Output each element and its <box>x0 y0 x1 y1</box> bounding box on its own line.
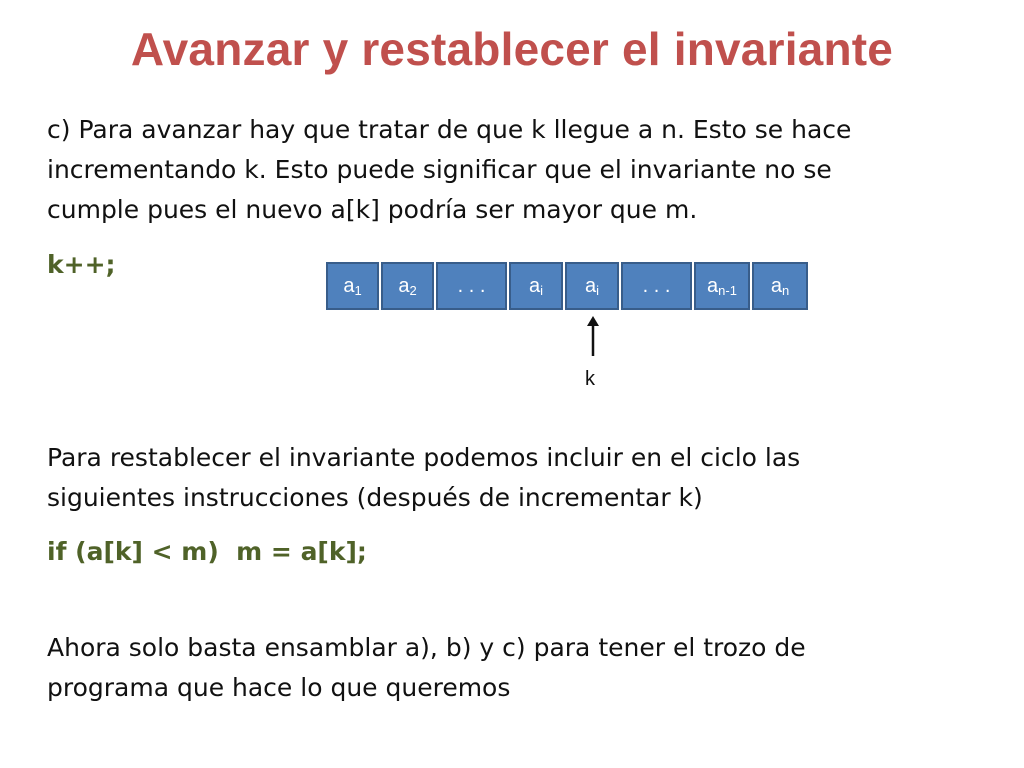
pointer-arrow-icon <box>582 316 604 358</box>
array-cell-subscript: n-1 <box>718 282 737 298</box>
paragraph-advance: c) Para avanzar hay que tratar de que k llegue a n. Esto se hace incrementando k. Esto puede significar que el invariante no se cumple pues el nuevo a[k] podría ser mayor que m. <box>47 115 852 224</box>
array-cell-subscript: 1 <box>354 282 362 298</box>
array-cell-base: . . . <box>457 274 486 297</box>
array-cell-subscript: 2 <box>409 282 417 298</box>
array-cell <box>621 262 692 310</box>
array-cell-base: a <box>584 274 597 297</box>
array-cell <box>752 262 808 310</box>
array-cell <box>326 262 379 310</box>
array-cell <box>565 262 619 310</box>
array-diagram <box>326 262 808 310</box>
pointer-label: k <box>585 368 595 390</box>
paragraph-restore: Para restablecer el invariante podemos incluir en el ciclo las siguientes instrucciones (después de incrementar k) <box>47 443 801 512</box>
code-if-statement: if (a[k] < m) m = a[k]; <box>47 537 367 566</box>
array-cell <box>436 262 507 310</box>
array-cell-subscript: n <box>781 282 790 298</box>
array-cell-base: a <box>707 274 719 297</box>
slide-title: Avanzar y restablecer el invariante <box>130 23 894 75</box>
array-cell-base: a <box>398 274 410 297</box>
paragraph-assemble: Ahora solo basta ensamblar a), b) y c) para tener el trozo de programa que hace lo que queremos <box>47 633 806 702</box>
array-cell-base: a <box>343 274 355 297</box>
array-cell-base: a <box>770 274 782 297</box>
array-cell-subscript: i <box>596 282 599 298</box>
array-cell-subscript: i <box>540 282 543 298</box>
array-cell-base: a <box>528 274 541 297</box>
array-cell-base: . . . <box>642 274 671 297</box>
array-cell <box>694 262 750 310</box>
array-cell <box>381 262 434 310</box>
code-increment: k++; <box>47 250 116 279</box>
array-cell <box>509 262 563 310</box>
